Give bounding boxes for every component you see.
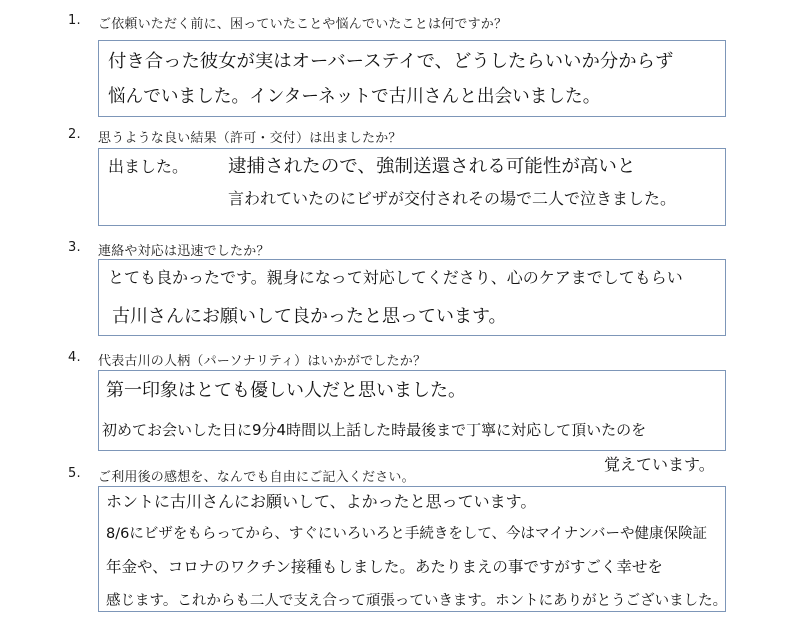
question-number: 3. xyxy=(68,240,81,255)
question-number: 1. xyxy=(68,13,81,28)
answer-line: ホントに古川さんにお願いして、よかったと思っています。 xyxy=(106,492,537,511)
answer-line: 古川さんにお願いして良かったと思っています。 xyxy=(112,306,507,327)
question-number: 4. xyxy=(68,350,81,365)
question-5 xyxy=(68,466,415,485)
question-4 xyxy=(68,350,426,369)
answer-line: 出ました。 xyxy=(108,157,189,176)
answer-line: 逮捕されたので、強制送還される可能性が高いと xyxy=(228,156,636,177)
answer-line: 年金や、コロナのワクチン接種もしました。あたりまえの事ですがすごく幸せを xyxy=(106,558,663,576)
answer-line: 悩んでいました。インターネットで古川さんと出会いました。 xyxy=(108,86,601,107)
question-label: 代表古川の人柄（パーソナリティ）はいかがでしたか？ xyxy=(98,354,427,369)
answer-line: 初めてお会いした日に9分4時間以上話した時最後まで丁寧に対応して頂いたのを xyxy=(102,421,647,439)
question-label: ご依頼いただく前に、困っていたことや悩んでいたことは何ですか？ xyxy=(98,17,508,32)
answer-line: 言われていたのにビザが交付されその場で二人で泣きました。 xyxy=(228,189,677,208)
question-2 xyxy=(68,127,402,146)
question-label: 連絡や対応は迅速でしたか？ xyxy=(98,244,270,259)
answer-line: 感じます。これからも二人で支え合って頑張っていきます。ホントにありがとうございました。 xyxy=(106,593,728,609)
question-label: 思うような良い結果（許可・交付）は出ましたか？ xyxy=(98,131,402,146)
answer-line: 8/6にビザをもらってから、すぐにいろいろと手続きをして、今はマイナンバーや健康保険証 xyxy=(106,526,708,542)
answer-line: 付き合った彼女が実はオーバーステイで、どうしたらいいか分からず xyxy=(108,51,674,72)
answer-line: 覚えています。 xyxy=(604,455,715,474)
question-1 xyxy=(68,13,507,32)
question-3 xyxy=(68,240,270,259)
question-number: 2. xyxy=(68,127,81,142)
question-label: ご利用後の感想を、なんでも自由にご記入ください。 xyxy=(98,470,415,485)
answer-line: 第一印象はとても優しい人だと思いました。 xyxy=(106,380,466,401)
question-number: 5. xyxy=(68,466,81,481)
answer-line: とても良かったです。親身になって対応してくださり、心のケアまでしてもらい xyxy=(108,268,683,287)
